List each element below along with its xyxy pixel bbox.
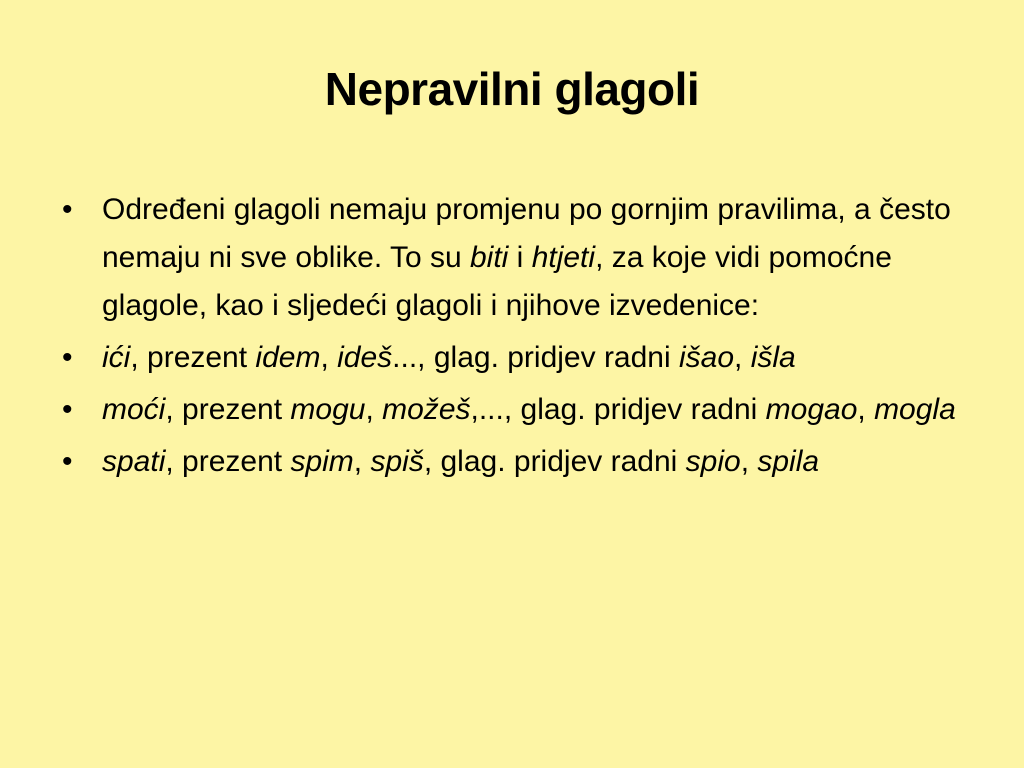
text-segment: , glag. pridjev radni: [423, 445, 686, 478]
italic-text-segment: ideš: [337, 341, 393, 374]
bullet-point-icon: •: [62, 341, 73, 374]
text-segment: , prezent: [165, 445, 291, 478]
text-segment: ,..., glag. pridjev radni: [470, 393, 766, 426]
bullet-item: [62, 386, 962, 434]
italic-text-segment: htjeti: [531, 241, 596, 274]
italic-text-segment: mogu: [290, 393, 366, 426]
slide-title: Nepravilni glagoli: [324, 63, 700, 115]
italic-text-segment: spim: [290, 445, 354, 478]
text-segment: Određeni glagoli nemaju promjenu po gornjim pravilima, a često nemaju ni sve oblike. To su: [102, 193, 951, 274]
italic-text-segment: išao: [679, 341, 735, 374]
text-segment: , za koje vidi pomoćne glagole, kao i sljedeći glagoli i njihove izvedenice:: [102, 241, 892, 322]
italic-text-segment: mogao: [765, 393, 858, 426]
italic-text-segment: ići: [102, 341, 131, 374]
italic-text-segment: idem: [255, 341, 321, 374]
text-segment: ,: [353, 445, 371, 478]
text-segment: , prezent: [165, 393, 291, 426]
bullet-item: [62, 186, 962, 330]
italic-text-segment: spio: [685, 445, 741, 478]
italic-text-segment: mogla: [874, 393, 956, 426]
italic-text-segment: moći: [102, 393, 166, 426]
italic-text-segment: išla: [750, 341, 796, 374]
bullet-list: [62, 186, 962, 490]
text-segment: ,: [365, 393, 383, 426]
italic-text-segment: spati: [102, 445, 166, 478]
bullet-point-icon: •: [62, 393, 73, 426]
bullet-point-icon: •: [62, 445, 73, 478]
bullet-point-icon: •: [62, 193, 73, 226]
italic-text-segment: biti: [469, 241, 509, 274]
text-segment: ..., glag. pridjev radni: [392, 341, 679, 374]
italic-text-segment: možeš: [382, 393, 471, 426]
text-segment: ,: [320, 341, 338, 374]
text-segment: ,: [734, 341, 751, 374]
text-segment: i: [508, 241, 532, 274]
italic-text-segment: spila: [757, 445, 820, 478]
bullet-item: [62, 438, 962, 486]
text-segment: , prezent: [130, 341, 256, 374]
bullet-item: [62, 334, 962, 382]
italic-text-segment: spiš: [370, 445, 424, 478]
text-segment: ,: [740, 445, 758, 478]
text-segment: ,: [857, 393, 875, 426]
